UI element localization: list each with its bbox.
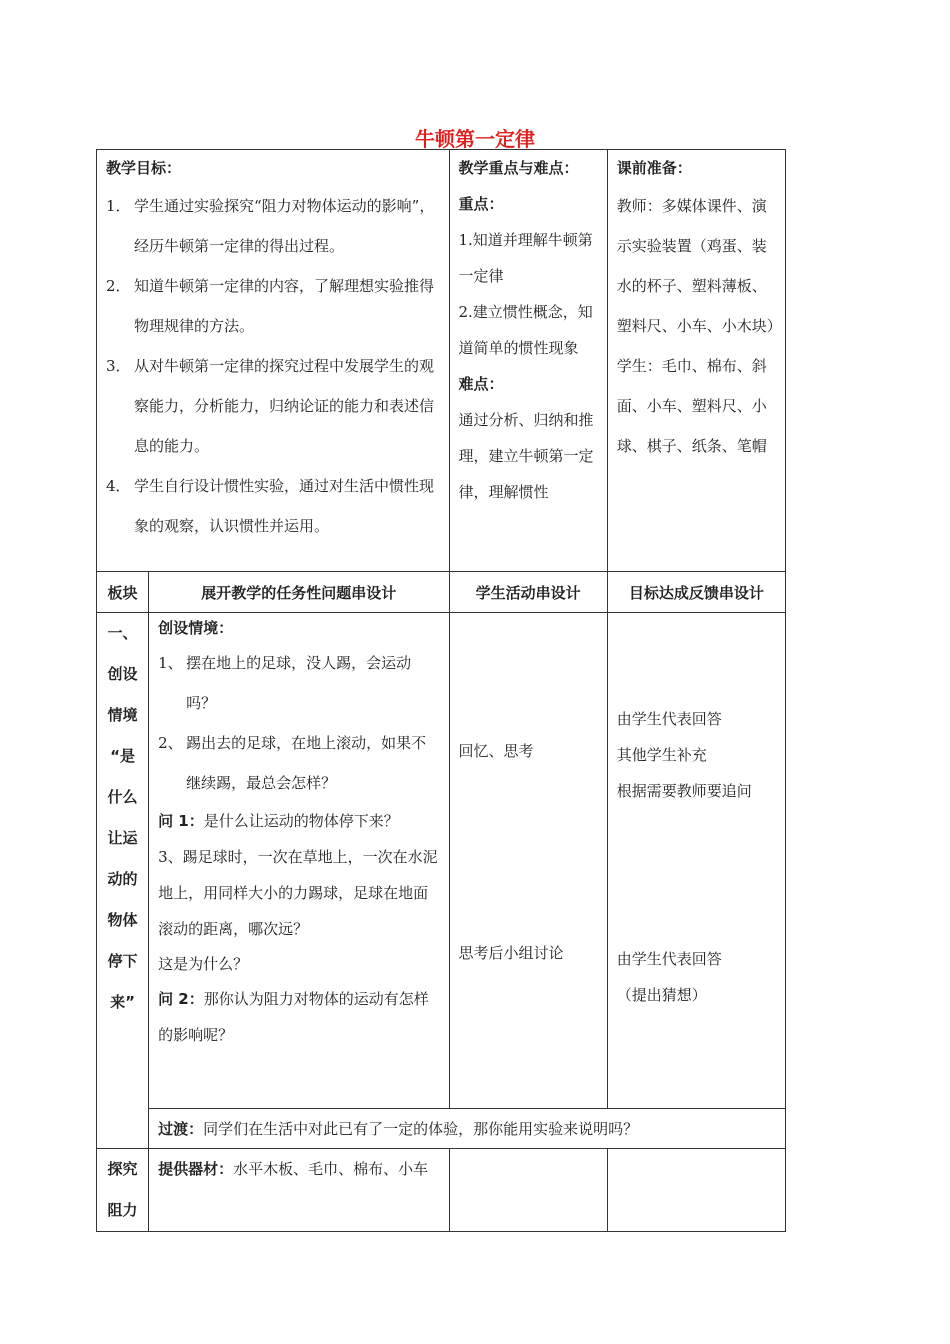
section1-activities <box>449 613 607 1109</box>
activity-1: 回忆、思考 <box>458 742 534 760</box>
activity-2: 思考后小组讨论 <box>458 944 564 962</box>
section2-tasks <box>149 1149 449 1232</box>
transition-row <box>97 1109 786 1149</box>
goal-item: 3． 从对牛顿第一定律的探究过程中发展学生的观察能力，分析能力，归纳论证的能力和表述信息的能力。 <box>106 357 435 455</box>
hard-text: 通过分析、归纳和推理，建立牛顿第一定律，理解惯性 <box>458 411 594 501</box>
section2-label: 探究 阻力 <box>97 1149 149 1232</box>
keypoints-cell <box>449 150 607 572</box>
transition-text: 同学们在生活中对此已有了一定的体验，那你能用实验来说明吗？ <box>203 1120 639 1138</box>
keypoints-heading: 教学重点与难点： <box>458 159 579 177</box>
header-activities: 学生活动串设计 <box>449 572 607 613</box>
header-feedback: 目标达成反馈串设计 <box>607 572 785 613</box>
question-1: 1、 摆在地上的足球，没人踢，会运动吗？ <box>158 654 412 712</box>
feedback-1: 由学生代表回答 其他学生补充 根据需要教师要追问 <box>616 710 752 800</box>
prep-heading: 课前准备： <box>616 159 692 177</box>
section1-label: 一、 创设 情境 “是 什么 让运 动的 物体 停下 来” <box>97 613 149 1149</box>
goals-heading: 教学目标： <box>106 159 182 177</box>
hard-label: 难点： <box>458 375 504 393</box>
goals-list <box>106 186 440 546</box>
header-section: 板块 <box>97 572 149 613</box>
header-tasks: 展开教学的任务性问题串设计 <box>149 572 449 613</box>
prep-student: 学生：毛巾、棉布、斜面、小车、塑料尺、小球、棋子、纸条、笔帽 <box>616 357 767 455</box>
key-item: 1.知道并理解牛顿第一定律 <box>458 231 593 285</box>
section1-row <box>97 613 786 1109</box>
section2-activities <box>449 1149 607 1232</box>
page-title: 牛顿第一定律 <box>415 127 535 151</box>
header-row <box>97 572 786 613</box>
scenario-heading: 创设情境： <box>158 619 234 637</box>
prep-cell <box>607 150 785 572</box>
overview-row <box>97 150 786 572</box>
transition-label: 过渡： <box>158 1120 204 1138</box>
ask-2: 问 2：那你认为阻力对物体的运动有怎样的影响呢？ <box>158 990 429 1044</box>
goals-cell <box>97 150 450 572</box>
lesson-plan-table <box>96 149 786 1232</box>
why-question: 这是为什么？ <box>158 955 249 973</box>
goal-item: 1． 学生通过实验探究“阻力对物体运动的影响”，经历牛顿第一定律的得出过程。 <box>106 197 435 255</box>
section2-row <box>97 1149 786 1232</box>
equipment: 提供器材：水平木板、毛巾、棉布、小车 <box>158 1160 429 1178</box>
section1-tasks <box>149 613 449 1109</box>
prep-teacher: 教师：多媒体课件、演示实验装置（鸡蛋、装水的杯子、塑料薄板、塑料尺、小车、小木块） <box>616 197 782 335</box>
ask-1: 问 1：是什么让运动的物体停下来？ <box>158 812 399 830</box>
section2-feedback <box>607 1149 785 1232</box>
goal-item: 4． 学生自行设计惯性实验，通过对生活中惯性现象的观察，认识惯性并运用。 <box>106 477 435 535</box>
section1-feedback <box>607 613 785 1109</box>
goal-item: 2． 知道牛顿第一定律的内容，了解理想实验推得物理规律的方法。 <box>106 277 435 335</box>
transition-cell <box>149 1109 786 1149</box>
feedback-2: 由学生代表回答 （提出猜想） <box>616 950 722 1004</box>
key-label: 重点： <box>458 195 504 213</box>
question-2: 2、 踢出去的足球，在地上滚动，如果不继续踢，最总会怎样？ <box>158 734 427 792</box>
question-3: 3、踢足球时，一次在草地上，一次在水泥地上，用同样大小的力踢球，足球在地面滚动的距离，哪次远？ <box>158 848 438 938</box>
key-item: 2.建立惯性概念，知道简单的惯性现象 <box>458 303 593 357</box>
